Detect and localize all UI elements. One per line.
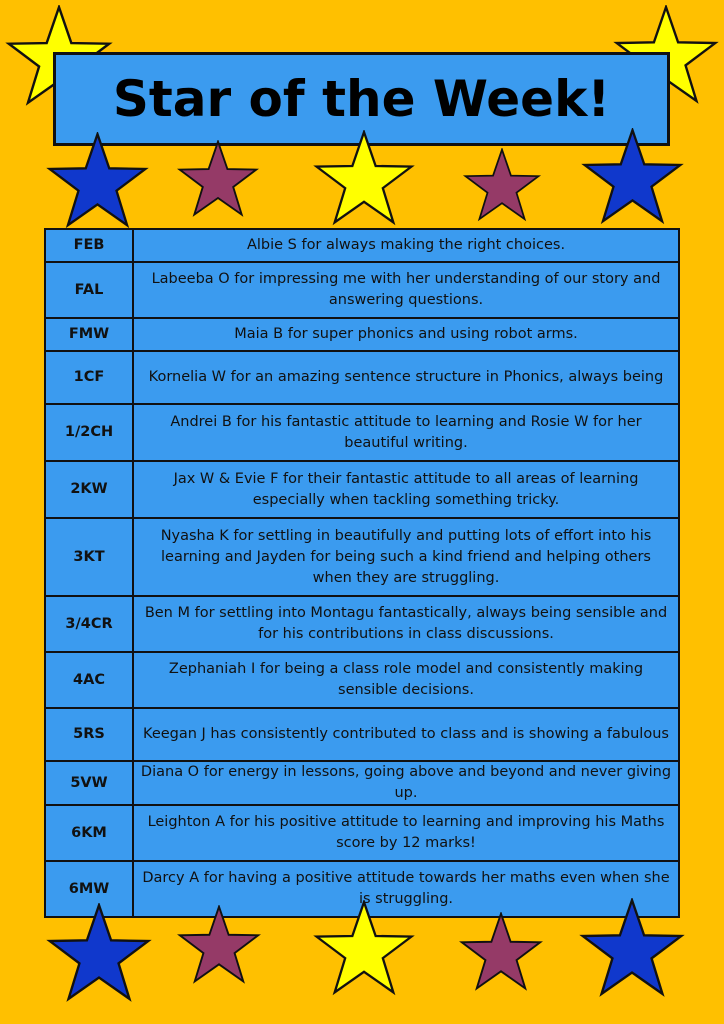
- award-cell: Keegan J has consistently contributed to class and is showing a fabulous: [133, 708, 679, 761]
- table-row: [45, 518, 679, 596]
- table-row: [45, 805, 679, 861]
- table-row: [45, 596, 679, 652]
- class-cell: FMW: [45, 318, 133, 351]
- table-row: [45, 652, 679, 708]
- star-of-week-table: [44, 228, 680, 918]
- class-cell: 6KM: [45, 805, 133, 861]
- award-cell: Leighton A for his positive attitude to learning and improving his Maths score by 12 marks!: [133, 805, 679, 861]
- page-title: Star of the Week!: [112, 70, 611, 128]
- star-icon: [578, 898, 686, 1006]
- award-cell: Jax W & Evie F for their fantastic attitude to all areas of learning especially when tackling something tricky.: [133, 461, 679, 518]
- class-cell: 4AC: [45, 652, 133, 708]
- award-cell: Darcy A for having a positive attitude towards her maths even when she is struggling.: [133, 861, 679, 917]
- star-icon: [580, 128, 685, 233]
- award-cell: Zephaniah I for being a class role model and consistently making sensible decisions.: [133, 652, 679, 708]
- star-icon: [310, 130, 418, 234]
- star-icon: [45, 903, 153, 1011]
- table-row: [45, 351, 679, 404]
- table-row: [45, 404, 679, 461]
- table-row: [45, 761, 679, 805]
- table-row: [45, 708, 679, 761]
- table-row: [45, 461, 679, 518]
- class-cell: 5VW: [45, 761, 133, 805]
- class-cell: FAL: [45, 262, 133, 318]
- class-cell: 3KT: [45, 518, 133, 596]
- award-cell: Albie S for always making the right choices.: [133, 229, 679, 262]
- table-row: [45, 229, 679, 262]
- star-icon: [462, 148, 542, 228]
- class-cell: 2KW: [45, 461, 133, 518]
- award-cell: Diana O for energy in lessons, going above and beyond and never giving up.: [133, 761, 679, 805]
- class-cell: 5RS: [45, 708, 133, 761]
- class-cell: 1CF: [45, 351, 133, 404]
- star-icon: [176, 140, 260, 224]
- class-cell: 1/2CH: [45, 404, 133, 461]
- class-cell: 6MW: [45, 861, 133, 917]
- star-icon: [176, 905, 262, 991]
- star-icon: [458, 912, 544, 998]
- star-icon: [45, 132, 150, 237]
- table-row: [45, 262, 679, 318]
- star-icon: [310, 900, 418, 1004]
- class-cell: FEB: [45, 229, 133, 262]
- table-row: [45, 318, 679, 351]
- award-cell: Ben M for settling into Montagu fantastically, always being sensible and for his contributions in class discussions.: [133, 596, 679, 652]
- award-cell: Nyasha K for settling in beautifully and putting lots of effort into his learning and Jayden for being such a kind friend and helping others when they are struggling.: [133, 518, 679, 596]
- award-cell: Andrei B for his fantastic attitude to learning and Rosie W for her beautiful writing.: [133, 404, 679, 461]
- award-cell: Kornelia W for an amazing sentence structure in Phonics, always being: [133, 351, 679, 404]
- class-cell: 3/4CR: [45, 596, 133, 652]
- award-cell: Maia B for super phonics and using robot arms.: [133, 318, 679, 351]
- award-cell: Labeeba O for impressing me with her understanding of our story and answering questions.: [133, 262, 679, 318]
